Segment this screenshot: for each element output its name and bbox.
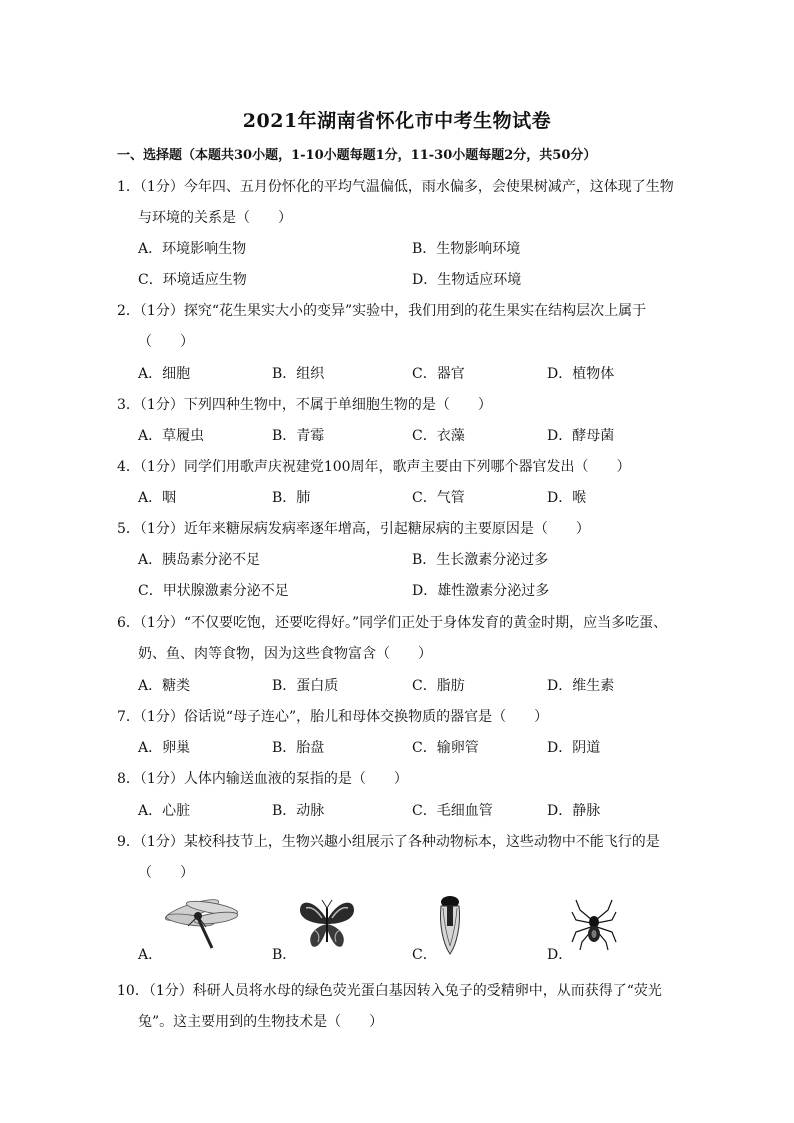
question-6-option-d: D．维生素: [547, 678, 615, 694]
butterfly-image: [298, 898, 356, 950]
page-title: 2021年湖南省怀化市中考生物试卷: [242, 110, 552, 132]
dragonfly-image: [162, 896, 242, 952]
question-1-line-1: 1．（1分）今年四、五月份怀化的平均气温偏低，雨水偏多，会使果树减产，这体现了生物: [117, 179, 674, 195]
question-6-option-b: B．蛋白质: [272, 678, 339, 694]
question-4-option-c: C．气管: [412, 490, 465, 506]
question-5-option-b: B．生长激素分泌过多: [412, 552, 549, 568]
question-9-line-2: （ ）: [138, 865, 194, 881]
question-2-line-1: 2．（1分）探究“花生果实大小的变异”实验中，我们用到的花生果实在结构层次上属于: [117, 303, 647, 319]
question-2-line-2: （ ）: [138, 334, 194, 350]
question-3-option-d: D．酵母菌: [547, 428, 615, 444]
question-5-line-1: 5．（1分）近年来糖尿病发病率逐年增高，引起糖尿病的主要原因是（ ）: [117, 521, 590, 537]
question-9-option-b: B．: [272, 947, 297, 963]
question-1-option-b: B．生物影响环境: [412, 241, 521, 257]
section-header: 一、选择题（本题共30小题，1-10小题每题1分，11-30小题每题2分，共50分）: [117, 148, 597, 163]
question-10-line-1: 10．（1分）科研人员将水母的绿色荧光蛋白基因转入兔子的受精卵中，从而获得了“荧光: [117, 983, 662, 999]
question-8-line-1: 8．（1分）人体内输送血液的泵指的是（ ）: [117, 771, 408, 787]
question-9-line-1: 9．（1分）某校科技节上，生物兴趣小组展示了各种动物标本，这些动物中不能飞行的是: [117, 834, 660, 850]
cicada-image: [435, 894, 465, 956]
spider-image: [570, 898, 618, 952]
question-2-option-d: D．植物体: [547, 366, 615, 382]
question-1-line-2: 与环境的关系是（ ）: [138, 210, 292, 226]
question-10-line-2: 兔”。这主要用到的生物技术是（ ）: [138, 1014, 384, 1030]
question-3-option-b: B．青霉: [272, 428, 325, 444]
question-2-option-a: A．细胞: [138, 366, 191, 382]
question-8-option-a: A．心脏: [138, 803, 191, 819]
question-7-option-b: B．胎盘: [272, 740, 325, 756]
question-3-option-c: C．衣藻: [412, 428, 465, 444]
question-2-option-c: C．器官: [412, 366, 465, 382]
question-6-option-c: C．脂肪: [412, 678, 465, 694]
question-3-line-1: 3．（1分）下列四种生物中，不属于单细胞生物的是（ ）: [117, 397, 492, 413]
question-4-line-1: 4．（1分）同学们用歌声庆祝建党100周年，歌声主要由下列哪个器官发出（ ）: [117, 459, 631, 475]
question-8-option-d: D．静脉: [547, 803, 601, 819]
question-7-option-d: D．阴道: [547, 740, 601, 756]
question-9-option-d: D．: [547, 947, 573, 963]
question-8-option-c: C．毛细血管: [412, 803, 493, 819]
question-6-option-a: A．糖类: [138, 678, 191, 694]
question-4-option-a: A．咽: [138, 490, 177, 506]
question-3-option-a: A．草履虫: [138, 428, 205, 444]
question-8-option-b: B．动脉: [272, 803, 325, 819]
question-9-option-a: A．: [138, 947, 163, 963]
question-2-option-b: B．组织: [272, 366, 325, 382]
question-4-option-d: D．喉: [547, 490, 587, 506]
question-1-option-d: D．生物适应环境: [412, 272, 522, 288]
question-6-line-2: 奶、鱼、肉等食物，因为这些食物富含（ ）: [138, 646, 432, 662]
question-7-option-a: A．卵巢: [138, 740, 191, 756]
question-6-line-1: 6．（1分）“不仅要吃饱，还要吃得好。”同学们正处于身体发育的黄金时期，应当多吃蛋、: [117, 615, 668, 631]
question-1-option-a: A．环境影响生物: [138, 241, 247, 257]
question-5-option-c: C．甲状腺激素分泌不足: [138, 583, 289, 599]
question-5-option-a: A．胰岛素分泌不足: [138, 552, 261, 568]
question-1-option-c: C．环境适应生物: [138, 272, 247, 288]
question-7-line-1: 7．（1分）俗话说“母子连心”，胎儿和母体交换物质的器官是（ ）: [117, 709, 549, 725]
question-4-option-b: B．肺: [272, 490, 311, 506]
question-7-option-c: C．输卵管: [412, 740, 479, 756]
question-5-option-d: D．雄性激素分泌过多: [412, 583, 550, 599]
question-9-option-c: C．: [412, 947, 437, 963]
